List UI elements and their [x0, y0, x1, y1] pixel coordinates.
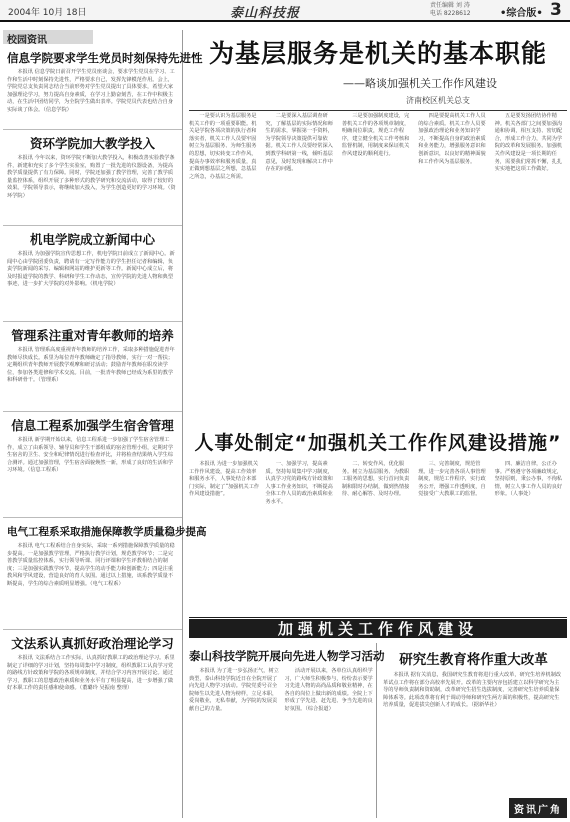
news-item-body: 本报讯 为加强学院宣传思想工作，机电学院日前成立了新闻中心。新闻中心由学院团委负责，聘请有一定写作能力的学生担任记者和编辑，负责学院新闻的采写、编辑和网站的维护更新等工作。新闻中心成立后，将及时报道学院的教学、科研和学生工作动态，宣传学院的先进人物和典型事迹，进一步扩大学院的对外影响。（机电学院）	[7, 251, 175, 288]
news-item-title: 管理系注重对青年教师的培养	[11, 328, 174, 343]
text-column: 三、完善制度，规范管理。进一步完善各项人事管理制度，规范工作程序，实行政务公开，增强工作透明度，自觉接受广大教职工的监督。	[418, 461, 486, 498]
column-header: 校园资讯	[3, 30, 93, 44]
news-item	[3, 412, 182, 518]
lead-subheadline: ——略谈加强机关工作作风建设	[343, 77, 497, 90]
news-item-title: 资环学院加大教学投入	[29, 136, 155, 151]
bottom-right-body: 本报讯 据有关消息，我国研究生教育将进行重大改革，研究生培养机制改革试点工作将在部分高校率先展开。改革的主要内容包括建立以科学研究为主导的导师负责制和资助制，改革研究生招生选拔制度，完善研究生培养质量保障体系等。此项改革将有利于调动导师和研究生两方面的积极性，提高研究生培养质量，促进拔尖创新人才的成长。（据新华社）	[383, 672, 562, 709]
text-column: 本报讯 为了进一步弘扬正气，树立典型，泰山科技学院近日在全院开展了向先进人物学习活动。学院党委号召全院师生以先进人物为榜样，立足本职，爱岗敬业，无私奉献，为学院的发展贡献自己的力量。	[189, 668, 279, 712]
news-item-body: 本报讯 信息学院日前召开学生党员座谈会，要求学生党员在学习、工作和生活中时刻保持先进性，严格要求自己，发挥先锋模范作用。会上，学院党总支负责同志结合当前形势对学生党员提出了具体要求，希望大家加强理论学习，努力提高自身素质，在学习上勤奋刻苦，在工作中积极主动，在生活中团结同学，为全院学生做出表率。学院党员代表也结合自身实际谈了体会。（信息学院）	[7, 69, 175, 113]
text-column: 五是要发扬团结协作精神。机关各部门之间要加强沟通和协调，相互支持、密切配合，形成工作合力，共同为学院的改革和发展服务。加强机关作风建设是一项长期的任务，需要我们常抓不懈，扎扎实实地把这项工作做好。	[494, 113, 563, 173]
lead-byline: 济南校区机关总支	[406, 96, 470, 105]
section-name: •综合版•	[500, 8, 543, 19]
news-item	[3, 518, 207, 630]
news-item-body: 本报讯 今年以来，资环学院不断加大教学投入，积极改善实验教学条件，新建和充实了多个学生实验室，购置了一批先进的仪器设备，为提高教学质量提供了有力保障。同时，学院还加强了教学管理，完善了教学质量监控体系，组织开展了多种形式的教学研究和交流活动，取得了较好的效果。学院领导表示，将继续加大投入，为学生创造更好的学习环境。（资环学院）	[7, 155, 176, 199]
divider	[189, 110, 567, 111]
editor-line: 责任编辑 刘 涛	[430, 2, 470, 9]
news-item-body: 本报讯 文法系结合工作实际，认真抓好教职工的政治理论学习。系里制定了详细的学习计划，坚持每周集中学习制度，组织教职工认真学习党的路线方针政策和学院的各项规章制度，并结合学习内容开展讨论。通过学习，教职工的思想政治素质和业务水平有了明显提高，进一步增强了做好本职工作的责任感和使命感。（董璐玲 吴振南 整理）	[7, 655, 175, 692]
campaign-banner	[189, 616, 567, 638]
text-column: 本报讯 为进一步加强机关工作作风建设，提高工作效率和服务水平，人事处结合本部门实际，制定了“加强机关工作作风建设措施”。	[189, 461, 260, 498]
text-column: 二是要深入基层调查研究，了解基层的实际情况和师生的需求，掌握第一手资料，为学院领导决策提供可靠依据。机关工作人员要经常深入到教学科研第一线，倾听基层意见，及时发现和解决工作中存在的问题。	[265, 113, 333, 173]
section-tag: 资讯广角	[509, 798, 567, 818]
bottom-left-article	[189, 643, 385, 818]
text-column: 一、加强学习，提高素质。坚持每周集中学习制度，认真学习党的路线方针政策和人事工作业务知识，不断提高全体工作人员的政治素质和业务水平。	[265, 461, 333, 505]
second-body	[189, 461, 567, 556]
news-item-body: 本报讯 电气工程系结合自身实际，采取一系列措施保障教学质量的稳步提高。一是加强教学管理，严格执行教学计划，规范教学环节；二是完善教学质量监控体系，实行领导听课、同行评课和学生评教相结合的制度；三是加强实践教学环节，提高学生的动手能力和创新能力；四是注重教风和学风建设，营造良好的育人氛围。通过以上措施，该系教学质量不断提高，学生的综合素质明显增强。（电气工程系）	[7, 543, 175, 587]
news-item	[3, 630, 182, 810]
page-number: 3	[550, 0, 562, 20]
text-column: 一是要认识为基层服务是机关工作的一项重要职能。机关是学院各项决策的执行者和落实者，机关工作人员要牢固树立为基层服务、为师生服务的思想，切实转变工作作风，提高办事效率和服务质量，真正做到想基层之所想，急基层之所急，办基层之所需。	[189, 113, 257, 180]
issue-date: 2004年 10月 18日	[8, 8, 87, 18]
text-column: 四、廉洁自律，公正办事。严格遵守各项廉政规定，坚持原则，秉公办事，不徇私情，树立人事工作人员的良好形象。（人事处）	[494, 461, 563, 498]
news-item-body: 本报讯 新学期开始以来，信息工程系进一步加强了学生宿舍管理工作，成立了由系领导、辅导员和学生干部组成的宿舍管理小组，定期对学生宿舍的卫生、安全和纪律情况进行检查评比，并将检查结果纳入学生综合测评。通过加强管理，学生宿舍面貌焕然一新，形成了良好的生活和学习环境。（信息工程系）	[7, 437, 174, 474]
news-item-title: 信息学院要求学生党员时刻保持先进性	[7, 51, 203, 65]
second-article	[189, 428, 567, 538]
news-item	[3, 322, 182, 412]
phone-line: 电话 8228612	[430, 10, 471, 17]
text-column: 二、转变作风，优化服务。树立为基层服务、为教职工服务的思想，实行首问负责制和限时办结制，做到热情接待、耐心解答、及时办理。	[341, 461, 410, 498]
news-item	[3, 130, 182, 226]
paper-name: 泰山科技报	[230, 6, 301, 21]
news-item	[3, 44, 203, 130]
banner-text: 加强机关工作作风建设	[277, 620, 478, 638]
news-item	[3, 226, 182, 322]
lead-article	[189, 30, 567, 420]
bottom-right-headline: 研究生教育将作重大改革	[399, 652, 548, 668]
news-item-title: 文法系认真抓好政治理论学习	[11, 636, 174, 651]
second-headline: 人事处制定“加强机关工作作风建设措施”	[194, 432, 562, 454]
bottom-left-body	[189, 668, 376, 818]
masthead	[0, 0, 570, 22]
bottom-left-headline: 泰山科技学院开展向先进人物学习活动	[189, 649, 385, 663]
lead-headline: 为基层服务是机关的基本职能	[208, 39, 547, 68]
news-item-title: 电气工程系采取措施保障教学质量稳步提高	[7, 526, 207, 538]
text-column: 活动开展以来，各单位认真组织学习，广大师生积极参与，纷纷表示要学习先进人物的高尚品质和敬业精神，在各自的岗位上做出新的成绩。全院上下形成了学先进、赶先进、争当先进的良好氛围。（综合报道）	[284, 668, 373, 712]
text-column: 三是要加强制度建设，完善机关工作的各项规章制度，明确岗位职责，规范工作程序，建立健全机关工作考核和监督机制，用制度来保证机关作风建设的顺利进行。	[341, 113, 410, 157]
text-column: 四是要提高机关工作人员的综合素质。机关工作人员要加强政治理论和业务知识学习，不断提高自身的政治素质和业务能力，增强服务意识和创新意识，以良好的精神面貌和工作作风为基层服务。	[418, 113, 486, 165]
news-item-title: 机电学院成立新闻中心	[29, 232, 155, 247]
editor-info	[430, 2, 471, 18]
campus-news-column	[3, 30, 207, 818]
news-item-body: 本报讯 管理系高度重视青年教师的培养工作，采取多种措施促进青年教师尽快成长。系里为每位青年教师确定了指导教师，实行一对一帮扶；定期组织青年教师开展教学观摩和研讨活动；鼓励青年教师在职攻读学位，参加各类进修和学术交流。目前，一批青年教师已经成为系里的教学和科研骨干。（管理系）	[7, 347, 175, 384]
news-item-title: 信息工程系加强学生宿舍管理	[11, 418, 174, 433]
lead-body	[189, 113, 567, 413]
bottom-right-article	[380, 643, 567, 818]
